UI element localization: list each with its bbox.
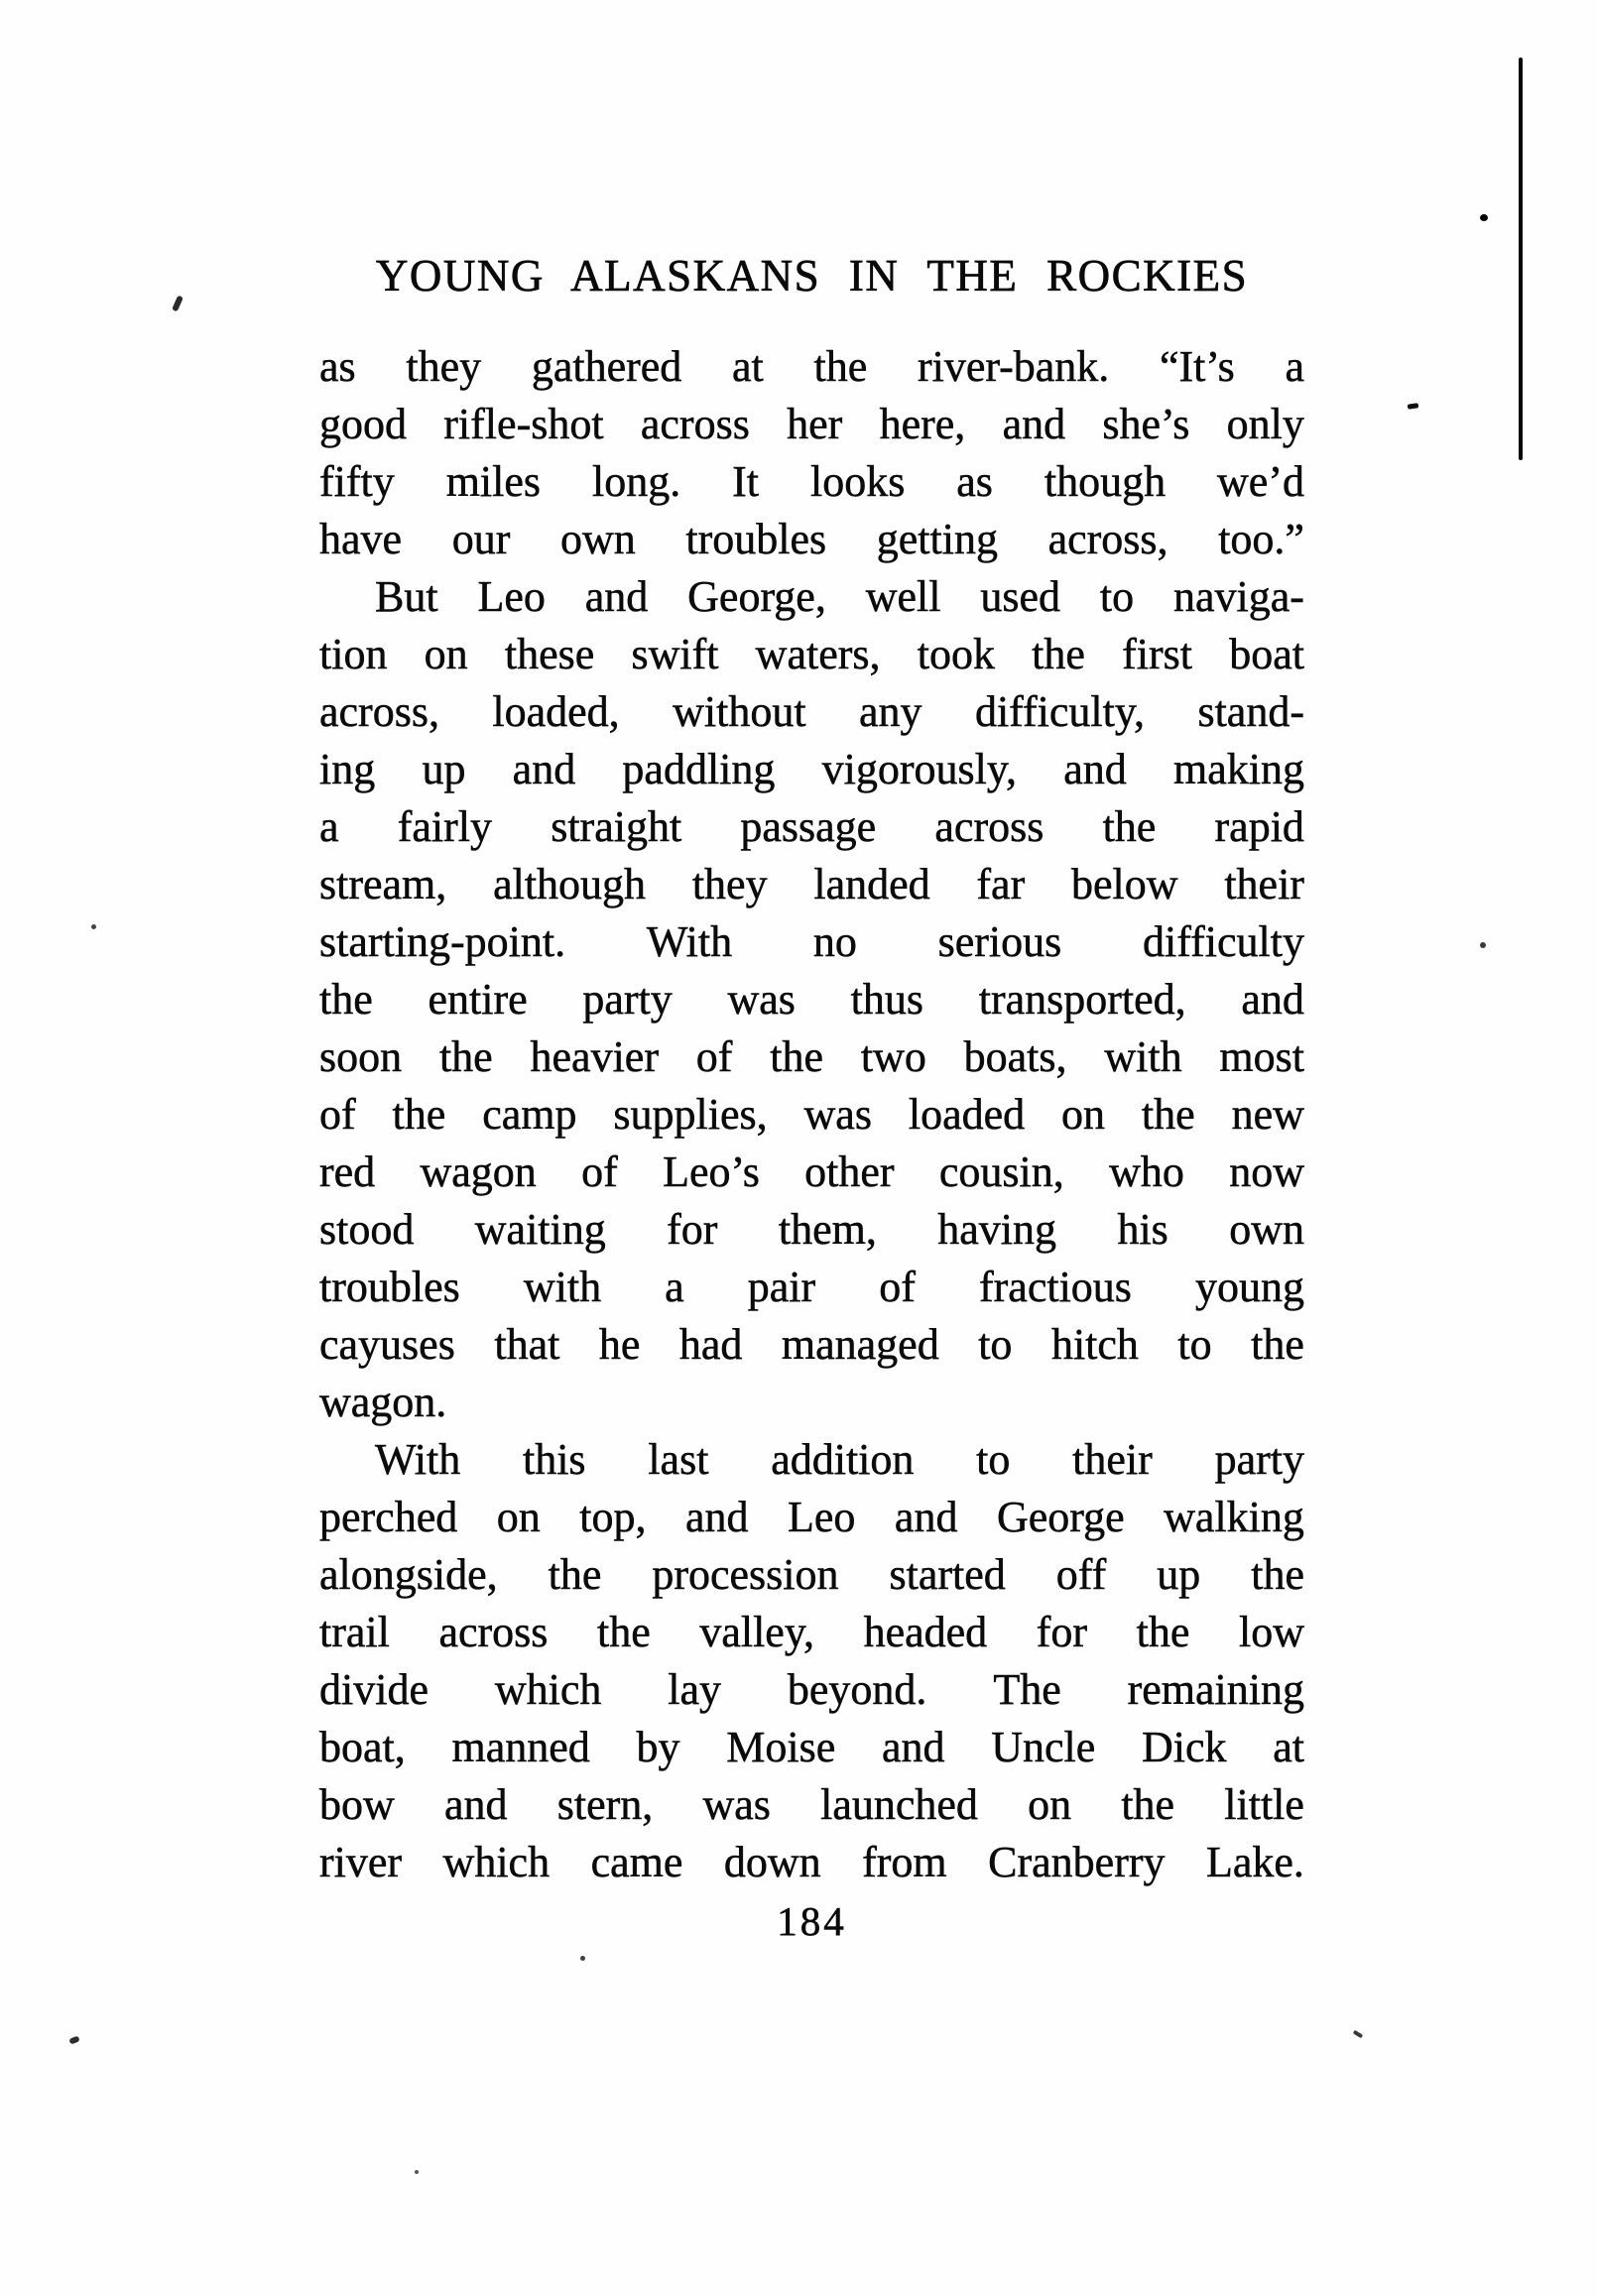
text-line: as they gathered at the river-bank. “It’s a	[319, 342, 1304, 391]
scan-speck	[172, 295, 184, 311]
text-line: alongside, the procession started off up the	[319, 1550, 1304, 1599]
page-number: 184	[777, 1898, 847, 1944]
text-line: soon the heavier of the two boats, with most	[319, 1032, 1304, 1081]
text-line: have our own troubles getting across, too.”	[319, 515, 1304, 563]
text-line: But Leo and George, well used to naviga-	[375, 572, 1304, 621]
text-line: cayuses that he had managed to hitch to the	[319, 1320, 1304, 1369]
scan-speck	[580, 1956, 585, 1961]
text-line: tion on these swift waters, took the first boat	[319, 630, 1304, 678]
text-line: the entire party was thus transported, and	[319, 975, 1304, 1024]
text-line: river which came down from Cranberry Lake.	[319, 1838, 1304, 1886]
text-line: With this last addition to their party	[375, 1435, 1304, 1484]
text-line: starting-point. With no serious difficulty	[319, 917, 1304, 966]
text-line: divide which lay beyond. The remaining	[319, 1665, 1304, 1714]
scan-speck	[1408, 403, 1419, 409]
text-line: across, loaded, without any difficulty, stand-	[319, 687, 1304, 736]
text-line: trail across the valley, headed for the low	[319, 1608, 1304, 1656]
paragraph	[319, 571, 1304, 1434]
text-line: stream, although they landed far below their	[319, 860, 1304, 908]
text-line: of the camp supplies, was loaded on the new	[319, 1090, 1304, 1139]
scan-speck	[415, 2170, 419, 2174]
paragraph	[319, 341, 1304, 571]
body-text-block	[319, 341, 1304, 1894]
text-line: perched on top, and Leo and George walking	[319, 1493, 1304, 1541]
text-line: wagon.	[319, 1378, 447, 1426]
scan-speck	[91, 924, 96, 929]
text-line: stood waiting for them, having his own	[319, 1205, 1304, 1254]
text-line: bow and stern, was launched on the little	[319, 1780, 1304, 1829]
text-line: a fairly straight passage across the rapid	[319, 802, 1304, 851]
paragraph	[319, 1434, 1304, 1894]
text-line: red wagon of Leo’s other cousin, who now	[319, 1148, 1304, 1196]
text-line: ing up and paddling vigorously, and making	[319, 745, 1304, 793]
scan-edge-line-artifact	[1519, 58, 1523, 460]
scan-speck	[1353, 2030, 1364, 2039]
text-line: troubles with a pair of fractious young	[319, 1263, 1304, 1311]
scan-speck	[68, 2035, 80, 2044]
text-line: fifty miles long. It looks as though we’d	[319, 457, 1304, 506]
text-line: boat, manned by Moise and Uncle Dick at	[319, 1723, 1304, 1771]
scan-speck	[1480, 942, 1486, 948]
page-header-title: YOUNG ALASKANS IN THE ROCKIES	[375, 251, 1249, 301]
text-line: good rifle-shot across her here, and she’s only	[319, 400, 1304, 448]
scan-speck	[1480, 214, 1488, 221]
